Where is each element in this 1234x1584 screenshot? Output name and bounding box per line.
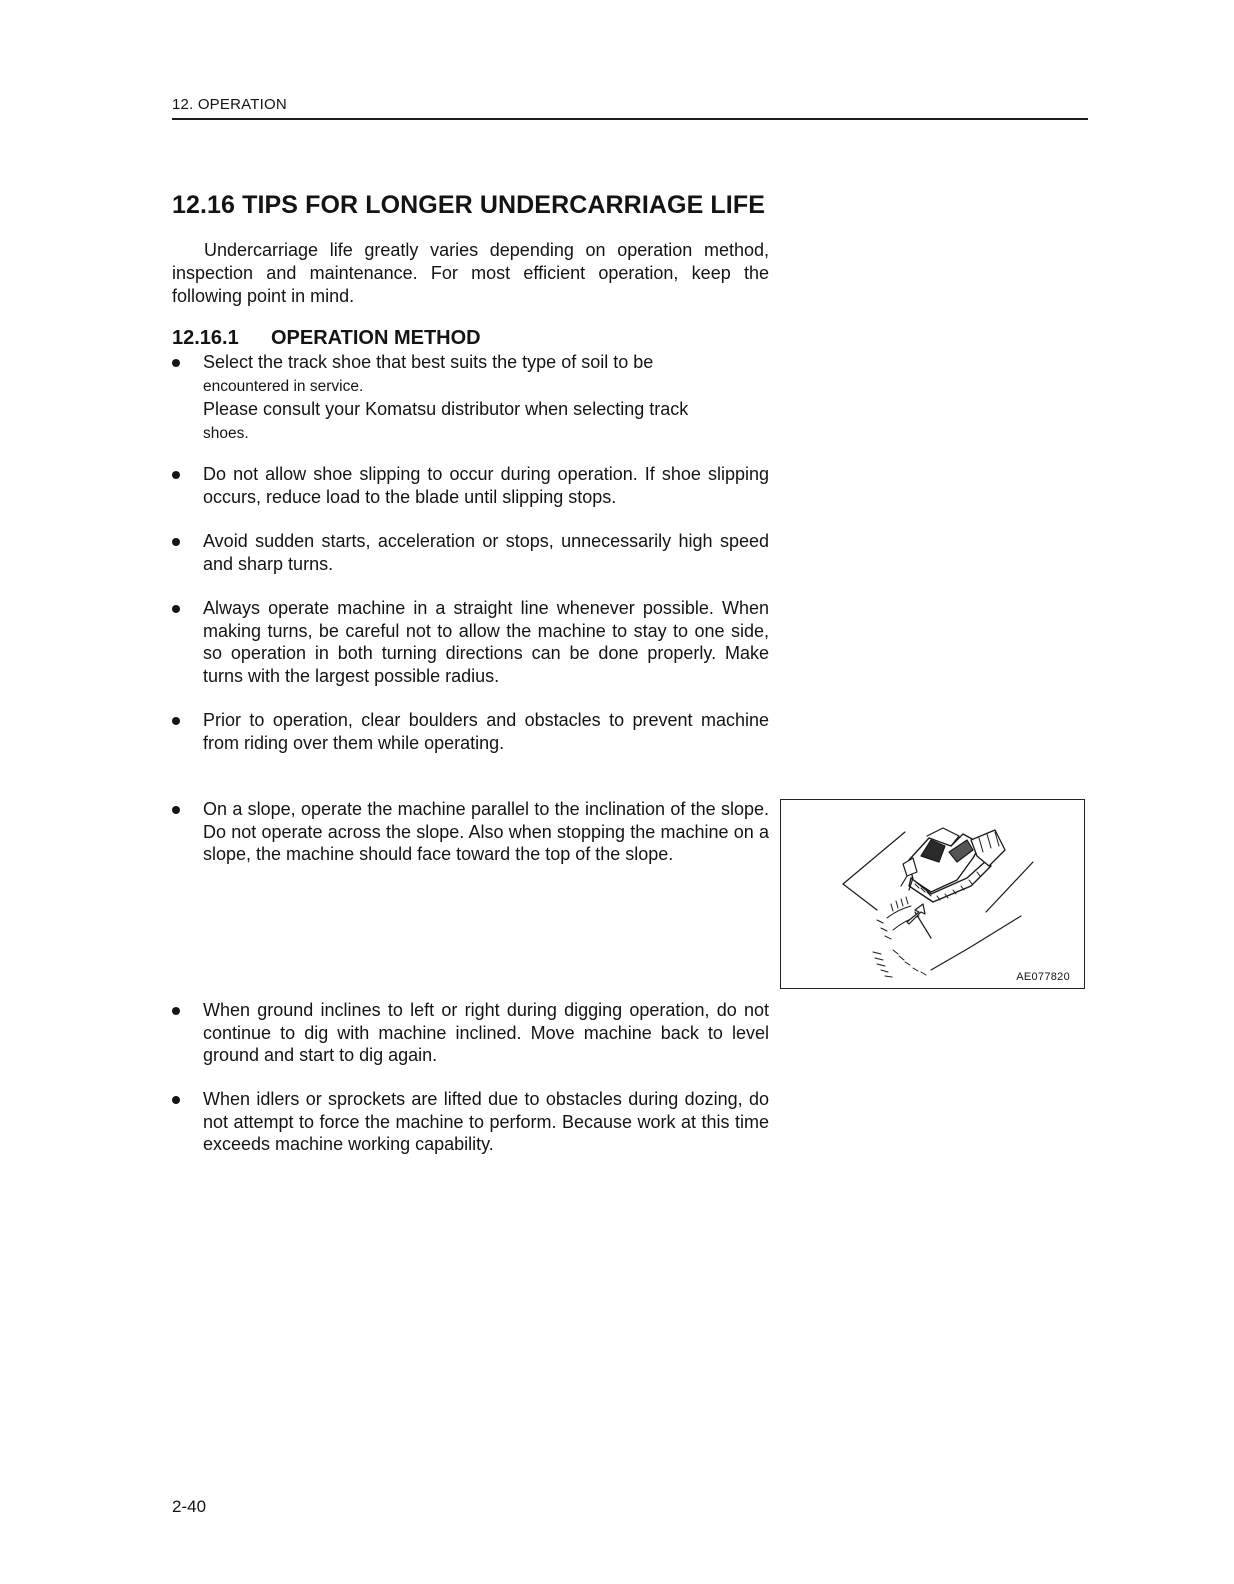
bullet-item-ground-inclines [172, 999, 769, 1067]
bullet-item-shoe-slipping [172, 463, 769, 508]
subsection-heading [172, 327, 481, 350]
bullet-text: When ground inclines to left or right during digging operation, do not continue to dig with machine inclined. Move machine back to level ground and start to dig again. [203, 1000, 769, 1065]
bullet-text: When idlers or sprockets are lifted due to obstacles during dozing, do not attempt to force the machine to perform. Because work at this time exceeds machine working capability. [203, 1089, 769, 1154]
intro-paragraph: Undercarriage life greatly varies depending on operation method, inspection and maintenance. For most efficient operation, keep the following point in mind. [172, 240, 769, 306]
slope-operation-figure [780, 799, 1085, 989]
running-header-section: 12. OPERATION [172, 96, 287, 113]
page-number: 2-40 [172, 1497, 207, 1516]
bullet-line: shoes. [203, 424, 249, 442]
subsection-number: 12.16.1 [172, 327, 239, 349]
bullet-dot-icon [172, 359, 180, 367]
subsection-title: OPERATION METHOD [271, 327, 481, 349]
bullet-text: On a slope, operate the machine parallel to the inclination of the slope. Do not operate across the slope. Also when stopping the machine on a slope, the machine should face toward the top of the slope. [203, 799, 769, 864]
figure-code: AE077820 [1016, 971, 1070, 983]
bullet-text: Always operate machine in a straight line whenever possible. When making turns, be careful not to allow the machine to stay to one side, so operation in both turning directions can be done properly. Make turns with the largest possible radius. [203, 598, 769, 686]
bulldozer-on-slope-illustration [781, 800, 1084, 988]
bullet-item-sudden-starts [172, 530, 769, 575]
bullet-text: Avoid sudden starts, acceleration or stops, unnecessarily high speed and sharp turns. [203, 531, 769, 574]
bullet-dot-icon [172, 1096, 180, 1104]
bullet-item-slope-operation [172, 798, 769, 866]
bullet-text: Prior to operation, clear boulders and obstacles to prevent machine from riding over them while operating. [203, 710, 769, 753]
bullet-dot-icon [172, 605, 180, 613]
bullet-line: Please consult your Komatsu distributor when selecting track [203, 399, 689, 419]
bullet-item-idlers-sprockets [172, 1088, 769, 1156]
bullet-dot-icon [172, 471, 180, 479]
bullet-text: Do not allow shoe slipping to occur during operation. If shoe slipping occurs, reduce load to the blade until slipping stops. [203, 464, 769, 507]
bullet-line: Select the track shoe that best suits the type of soil to be [203, 352, 654, 372]
bullet-text [203, 351, 769, 445]
bullet-item-straight-line [172, 597, 769, 687]
bullet-item-track-shoe [172, 351, 769, 445]
running-header [172, 96, 1088, 120]
bullet-item-clear-obstacles [172, 709, 769, 754]
bullet-dot-icon [172, 717, 180, 725]
section-title: 12.16 TIPS FOR LONGER UNDERCARRIAGE LIFE [172, 191, 765, 219]
bullet-line: encountered in service. [203, 377, 364, 395]
bullet-dot-icon [172, 1007, 180, 1015]
bullet-dot-icon [172, 538, 180, 546]
bullet-dot-icon [172, 806, 180, 814]
